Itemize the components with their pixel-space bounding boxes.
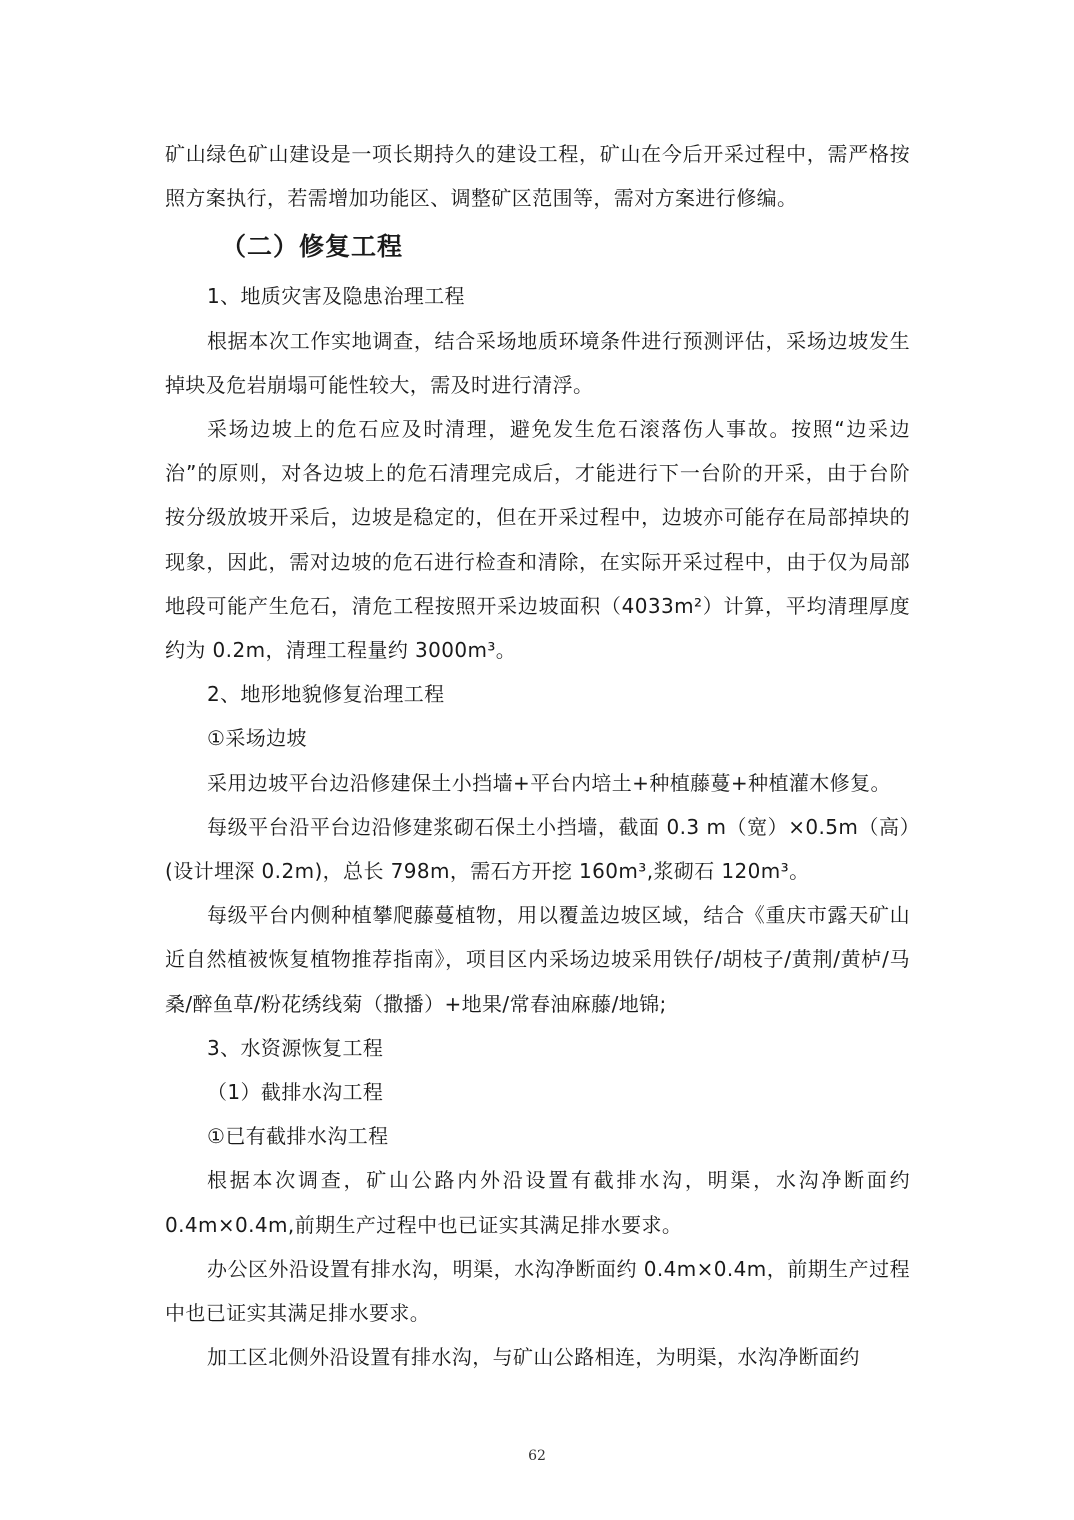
- paragraph-processing-ditch: 加工区北侧外沿设置有排水沟，与矿山公路相连，为明渠，水沟净断面约: [207, 1345, 860, 1370]
- paragraph-survey-assessment: 根据本次工作实地调查，结合采场地质环境条件进行预测评估，采场边坡发生掉块及危岩崩塌可能性较大，需及时进行清浮。: [165, 328, 910, 397]
- section-heading-repair-works: （二）修复工程: [221, 232, 404, 262]
- paragraph-vine-planting: 每级平台内侧种植攀爬藤蔓植物，用以覆盖边坡区域，结合《重庆市露天矿山近自然植被恢复植物推荐指南》，项目区内采场边坡采用铁仔/胡枝子/黄荆/黄栌/马桑/醉鱼草/粉花绣线菊（撒播）+地果/常春油麻藤/地锦;: [165, 903, 910, 1016]
- item-slope: ①采场边坡: [207, 726, 307, 751]
- subheading-drainage-ditch: （1）截排水沟工程: [207, 1080, 384, 1105]
- paragraph-slope-method: 采用边坡平台边沿修建保土小挡墙+平台内培土+种植藤蔓+种植灌木修复。: [207, 770, 891, 795]
- subheading-landform-repair: 2、地形地貌修复治理工程: [207, 682, 445, 707]
- item-existing-ditch: ①已有截排水沟工程: [207, 1124, 389, 1149]
- paragraph-green-mine: 矿山绿色矿山建设是一项长期持久的建设工程，矿山在今后开采过程中，需严格按照方案执行，若需增加功能区、调整矿区范围等，需对方案进行修编。: [165, 142, 910, 211]
- page-number: 62: [528, 1448, 546, 1464]
- paragraph-retaining-wall: 每级平台沿平台边沿修建浆砌石保土小挡墙，截面 0.3 m（宽）×0.5m（高）(设计埋深 0.2m)，总长 798m，需石方开挖 160m³,浆砌石 120m³。: [165, 814, 910, 884]
- body-text: [165, 132, 910, 1379]
- subheading-geo-hazard: 1、地质灾害及隐患治理工程: [207, 284, 465, 309]
- subheading-water-restoration: 3、水资源恢复工程: [207, 1035, 384, 1060]
- paragraph-office-ditch: 办公区外沿设置有排水沟，明渠，水沟净断面约 0.4m×0.4m，前期生产过程中也已证实其满足排水要求。: [165, 1256, 910, 1326]
- paragraph-road-ditch: 根据本次调查，矿山公路内外沿设置有截排水沟，明渠，水沟净断面约 0.4m×0.4m,前期生产过程中也已证实其满足排水要求。: [165, 1168, 910, 1237]
- paragraph-dangerous-rock-clearing: 采场边坡上的危石应及时清理，避免发生危石滚落伤人事故。按照“边采边治”的原则，对各边坡上的危石清理完成后，才能进行下一台阶的开采，由于台阶按分级放坡开采后，边坡是稳定的，但在开采过程中，边坡亦可能存在局部掉块的现象，因此，需对边坡的危石进行检查和清除，在实际开采过程中，由于仅为局部地段可能产生危石，清危工程按照开采边坡面积（4033m²）计算，平均清理厚度约为 0.2m，清理工程量约 3000m³。: [165, 417, 910, 663]
